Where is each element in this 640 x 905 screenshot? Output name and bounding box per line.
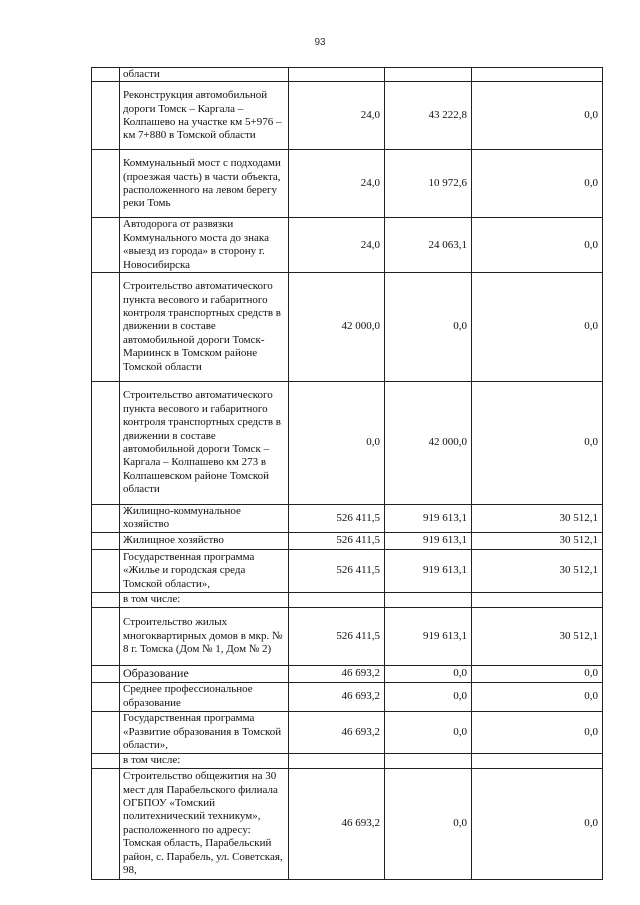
page-number: 93 bbox=[314, 37, 326, 48]
table-row bbox=[92, 549, 603, 592]
value-col3: 0,0 bbox=[472, 150, 603, 218]
item-name: Государственная программа «Жилье и городская среда Томской области», bbox=[120, 549, 289, 592]
row-number-cell bbox=[92, 768, 120, 879]
row-number-cell bbox=[92, 532, 120, 549]
value-col1: 24,0 bbox=[289, 82, 385, 150]
value-col3: 30 512,1 bbox=[472, 505, 603, 533]
item-name: Строительство автоматического пункта весового и габаритного контроля транспортных средств в движении в составе автомобильной дороги Томск-Мариинск в Томском районе Томской области bbox=[120, 273, 289, 382]
row-number-cell bbox=[92, 505, 120, 533]
value-col1: 526 411,5 bbox=[289, 607, 385, 665]
item-name: Государственная программа «Развитие образования в Томской области», bbox=[120, 711, 289, 753]
item-name: области bbox=[120, 68, 289, 82]
value-col2: 24 063,1 bbox=[385, 218, 472, 273]
item-name: Жилищно-коммунальное хозяйство bbox=[120, 505, 289, 533]
item-name: Коммунальный мост с подходами (проезжая часть) в части объекта, расположенного на левом берегу реки Томь bbox=[120, 150, 289, 218]
item-name: в том числе: bbox=[120, 592, 289, 607]
value-col1: 24,0 bbox=[289, 150, 385, 218]
row-number-cell bbox=[92, 711, 120, 753]
item-name: Среднее профессиональное образование bbox=[120, 682, 289, 711]
item-name: Реконструкция автомобильной дороги Томск – Каргала – Колпашево на участке км 5+976 – км 7+880 в Томской области bbox=[120, 82, 289, 150]
value-col2 bbox=[385, 68, 472, 82]
value-col1 bbox=[289, 753, 385, 768]
table-row bbox=[92, 711, 603, 753]
value-col2: 43 222,8 bbox=[385, 82, 472, 150]
item-name: Строительство общежития на 30 мест для Парабельского филиала ОГБПОУ «Томский политехнический техникум», расположенного по адресу: Томская область, Парабельский район, с. Парабель, ул. Советская, 98, bbox=[120, 768, 289, 879]
row-number-cell bbox=[92, 665, 120, 682]
value-col3: 0,0 bbox=[472, 382, 603, 505]
value-col3: 0,0 bbox=[472, 768, 603, 879]
row-number-cell bbox=[92, 68, 120, 82]
table-row bbox=[92, 665, 603, 682]
value-col1: 46 693,2 bbox=[289, 711, 385, 753]
row-number-cell bbox=[92, 150, 120, 218]
value-col2: 919 613,1 bbox=[385, 532, 472, 549]
value-col1: 46 693,2 bbox=[289, 768, 385, 879]
value-col2: 919 613,1 bbox=[385, 607, 472, 665]
table-row bbox=[92, 68, 603, 82]
table-row bbox=[92, 382, 603, 505]
value-col3: 30 512,1 bbox=[472, 532, 603, 549]
value-col3 bbox=[472, 68, 603, 82]
row-number-cell bbox=[92, 592, 120, 607]
row-number-cell bbox=[92, 607, 120, 665]
value-col1: 42 000,0 bbox=[289, 273, 385, 382]
item-name: в том числе: bbox=[120, 753, 289, 768]
table-row bbox=[92, 768, 603, 879]
table-row bbox=[92, 753, 603, 768]
value-col1: 526 411,5 bbox=[289, 549, 385, 592]
item-name: Строительство автоматического пункта весового и габаритного контроля транспортных средств в движении в составе автомобильной дороги Томск – Каргала – Колпашево км 273 в Колпашевском районе Томской области bbox=[120, 382, 289, 505]
value-col3: 0,0 bbox=[472, 711, 603, 753]
row-number-cell bbox=[92, 82, 120, 150]
value-col1: 46 693,2 bbox=[289, 682, 385, 711]
item-name: Жилищное хозяйство bbox=[120, 532, 289, 549]
value-col2: 919 613,1 bbox=[385, 505, 472, 533]
value-col1 bbox=[289, 68, 385, 82]
row-number-cell bbox=[92, 218, 120, 273]
value-col3 bbox=[472, 753, 603, 768]
table-row bbox=[92, 607, 603, 665]
value-col3: 0,0 bbox=[472, 682, 603, 711]
value-col3: 0,0 bbox=[472, 218, 603, 273]
item-name: Образование bbox=[120, 665, 289, 682]
item-name: Строительство жилых многоквартирных домов в мкр. № 8 г. Томска (Дом № 1, Дом № 2) bbox=[120, 607, 289, 665]
table-row bbox=[92, 505, 603, 533]
value-col2: 0,0 bbox=[385, 768, 472, 879]
table-row bbox=[92, 592, 603, 607]
value-col3: 0,0 bbox=[472, 665, 603, 682]
value-col1: 0,0 bbox=[289, 382, 385, 505]
row-number-cell bbox=[92, 382, 120, 505]
table-row bbox=[92, 532, 603, 549]
value-col1: 46 693,2 bbox=[289, 665, 385, 682]
value-col2: 0,0 bbox=[385, 682, 472, 711]
value-col1: 24,0 bbox=[289, 218, 385, 273]
value-col2: 0,0 bbox=[385, 665, 472, 682]
table-row bbox=[92, 150, 603, 218]
budget-table bbox=[91, 67, 603, 880]
value-col2: 919 613,1 bbox=[385, 549, 472, 592]
value-col2 bbox=[385, 753, 472, 768]
row-number-cell bbox=[92, 273, 120, 382]
row-number-cell bbox=[92, 753, 120, 768]
row-number-cell bbox=[92, 549, 120, 592]
value-col2 bbox=[385, 592, 472, 607]
value-col1: 526 411,5 bbox=[289, 532, 385, 549]
value-col2: 10 972,6 bbox=[385, 150, 472, 218]
table-row bbox=[92, 82, 603, 150]
value-col2: 0,0 bbox=[385, 711, 472, 753]
value-col2: 42 000,0 bbox=[385, 382, 472, 505]
table-row bbox=[92, 682, 603, 711]
value-col3: 0,0 bbox=[472, 82, 603, 150]
value-col3: 30 512,1 bbox=[472, 549, 603, 592]
row-number-cell bbox=[92, 682, 120, 711]
value-col3 bbox=[472, 592, 603, 607]
value-col1: 526 411,5 bbox=[289, 505, 385, 533]
value-col3: 30 512,1 bbox=[472, 607, 603, 665]
value-col3: 0,0 bbox=[472, 273, 603, 382]
table-row bbox=[92, 273, 603, 382]
table-row bbox=[92, 218, 603, 273]
item-name: Автодорога от развязки Коммунального моста до знака «выезд из города» в сторону г. Новосибирска bbox=[120, 218, 289, 273]
value-col1 bbox=[289, 592, 385, 607]
value-col2: 0,0 bbox=[385, 273, 472, 382]
